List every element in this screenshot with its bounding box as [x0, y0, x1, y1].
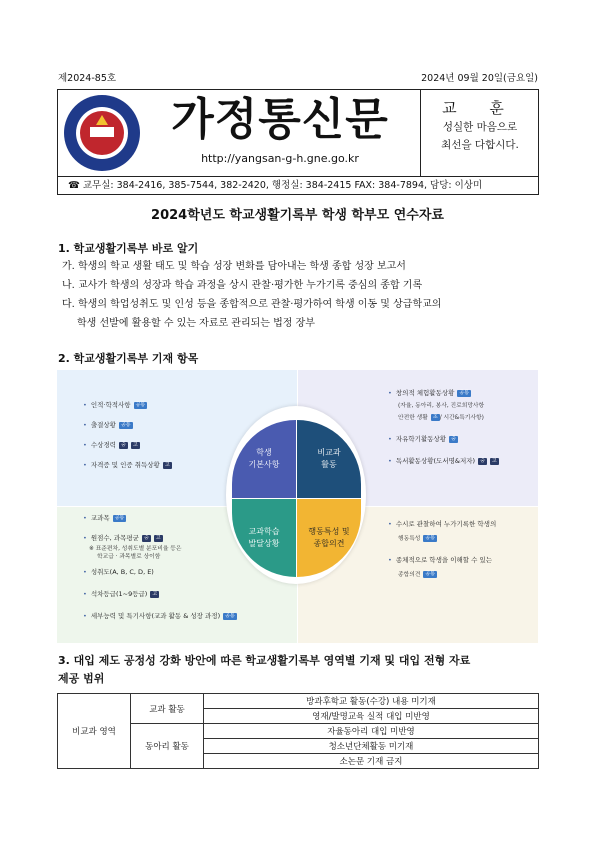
table-cell: 동아리 활동: [131, 724, 204, 769]
table-row: [58, 724, 539, 739]
segment-academic: 교과학습 발달상황: [232, 499, 296, 577]
table-row: [58, 694, 539, 709]
newsletter-title: 가정통신문: [171, 94, 389, 145]
diagram-item: • 종체적으로 학생을 이해할 수 있는: [388, 555, 492, 564]
diagram-item: • 원점수, 과목평균 중 고: [83, 533, 163, 542]
motto-line: 최선을 다합시다.: [441, 139, 519, 151]
school-seal-icon: [62, 93, 142, 173]
diagram-item: • 창의적 체험활동상황 공통: [388, 388, 471, 397]
table-cell: 소논문 기재 금지: [204, 754, 539, 769]
issue-date: 2024년 09월 20일(금요일): [421, 73, 538, 84]
school-motto: [420, 89, 539, 177]
diagram-subitem: 안전한 생활 초 / 시간&특기사항): [398, 414, 484, 421]
diagram-item: • 독서활동상황(도서명&저자) 중 고: [388, 456, 499, 465]
motto-title: 교 훈: [442, 99, 518, 117]
diagram-item: • 수상경력 중 고: [83, 440, 140, 449]
diagram-item: • 수시로 관찰하여 누가기록한 학생의: [388, 519, 496, 528]
diagram-item: • 자격증 및 인증 취득상황 고: [83, 460, 172, 469]
diagram-item: • 세부능력 및 특기사항(교과 활동 & 성장 과정) 공통: [83, 611, 237, 620]
diagram-subitem: ※ 표준편차, 성취도별 분포비율 등은: [89, 546, 182, 552]
diagram-item: • 석차등급(1~9등급) 고: [83, 589, 159, 598]
motto-line: 성실한 마음으로: [442, 121, 518, 133]
diagram-item: • 성취도(A, B, C, D, E): [83, 567, 154, 576]
table-cell: 영재/발명교육 실적 대입 미반영: [204, 709, 539, 724]
contact-info: ☎ 교무실: 384-2416, 385-7544, 382-2420, 행정실: 384-2415 FAX: 384-7894, 담당: 이상미: [57, 177, 539, 195]
diagram-subitem: (자율, 동아리, 봉사, 진로희망사항: [398, 403, 485, 409]
table-cell: 비교과 영역: [58, 694, 131, 769]
school-url[interactable]: http://yangsan-g-h.gne.go.kr: [201, 152, 359, 165]
segment-extracurricular: 비교과 활동: [297, 420, 361, 498]
diagram-item: • 인적·학적사항 공통: [83, 400, 147, 409]
issue-number: 제2024-85호: [58, 73, 117, 84]
segment-basic-info: 학생 기본사항: [232, 420, 296, 498]
section-heading: 1. 학교생활기록부 바로 알기: [58, 242, 199, 255]
section-item: 학생 선발에 활용할 수 있는 자료로 관리되는 법정 장부: [77, 318, 315, 329]
section-heading: 3. 대입 제도 공정성 강화 방안에 따른 학교생활기록부 영역별 기재 및 대입 전형 자료: [58, 654, 471, 667]
section-item: 다. 학생의 학업성취도 및 인성 등을 종합적으로 관찰·평가하여 학생 이동 및 상급학교의: [62, 299, 442, 310]
section-item: 나. 교사가 학생의 성장과 학습 과정을 상시 관찰·평가한 누가기록 중심의 종합 기록: [62, 280, 423, 291]
diagram-subitem: 종합의견 공통: [398, 571, 436, 578]
record-items-diagram: [57, 370, 538, 642]
table-cell: 방과후학교 활동(수강) 내용 미기재: [204, 694, 539, 709]
diagram-item: • 교과목 공통: [83, 513, 126, 522]
table-cell: 청소년단체활동 미기재: [204, 739, 539, 754]
table-cell: 교과 활동: [131, 694, 204, 724]
diagram-subitem: 학교급 · 과목별로 상이함: [97, 554, 161, 560]
document-title: 2024학년도 학교생활기록부 학생 학부모 연수자료: [151, 208, 444, 223]
table-cell: 자율동아리 대입 미반영: [204, 724, 539, 739]
data-table: [57, 693, 539, 769]
section-item: 가. 학생의 학교 생활 태도 및 학습 성장 변화를 담아내는 학생 종합 성장 보고서: [62, 261, 406, 272]
diagram-subitem: 행동특성 공통: [398, 535, 436, 542]
diagram-item: • 자유학기활동상황 중: [388, 434, 458, 443]
segment-behavior: 행동특성 및 종합의견: [297, 499, 361, 577]
section-heading: 2. 학교생활기록부 기재 항목: [58, 352, 199, 365]
section-heading: 제공 범위: [58, 672, 105, 685]
diagram-item: • 출결상황 공통: [83, 420, 133, 429]
